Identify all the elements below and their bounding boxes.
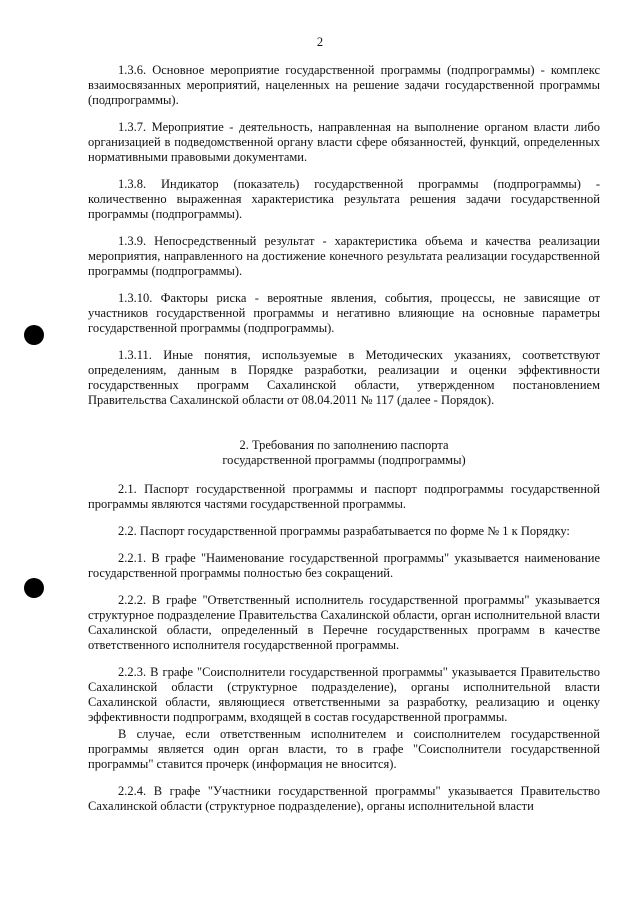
paragraph-2-2-3-note: В случае, если ответственным исполнителем и соисполнителем государственной программы является один орган власти, то в графе "Соисполнители государственной программы" ставится прочерк (информация не вносится). bbox=[88, 727, 600, 771]
paragraph-2-2-4: 2.2.4. В графе "Участники государственной программы" указывается Правительство Сахалинской области (структурное подразделение), органы исполнительной власти bbox=[88, 784, 600, 813]
section-heading-line-1: 2. Требования по заполнению паспорта bbox=[239, 438, 449, 452]
page-number: 2 bbox=[316, 35, 324, 49]
paragraph-2-1: 2.1. Паспорт государственной программы и паспорт подпрограммы государственной программы являются частями государственной программы. bbox=[88, 482, 600, 511]
document-body bbox=[88, 63, 600, 826]
paragraph-1-3-10: 1.3.10. Факторы риска - вероятные явления, события, процессы, не зависящие от участников государственной программы и негативно влияющие на основные параметры государственной программы (подпрограммы). bbox=[88, 291, 600, 335]
paragraph-2-2-1: 2.2.1. В графе "Наименование государственной программы" указывается наименование государственной программы полностью без сокращений. bbox=[88, 551, 600, 580]
paragraph-2-2-3: 2.2.3. В графе "Соисполнители государственной программы" указывается Правительство Сахалинской области (структурное подразделение), органы исполнительной власти Сахалинской области, являющиеся ответственными за разработку, реализацию и оценку эффективности подпрограмм, входящей в состав государственной программы. bbox=[88, 665, 600, 724]
section-heading bbox=[88, 438, 600, 468]
paragraph-1-3-8: 1.3.8. Индикатор (показатель) государственной программы (подпрограммы) - количественно выраженная характеристика результата решения задачи государственной программы (подпрограммы). bbox=[88, 177, 600, 221]
paragraph-1-3-9: 1.3.9. Непосредственный результат - характеристика объема и качества реализации мероприятия, направленного на достижение конечного результата реализации государственной программы (подпрограммы). bbox=[88, 234, 600, 278]
paragraph-1-3-11: 1.3.11. Иные понятия, используемые в Методических указаниях, соответствуют определениям, данным в Порядке разработки, реализации и оценки эффективности государственных программ Сахалинской области, утвержденном постановлением Правительства Сахалинской области от 08.04.2011 № 117 (далее - Порядок). bbox=[88, 348, 600, 407]
paragraph-1-3-7: 1.3.7. Мероприятие - деятельность, направленная на выполнение органом власти либо организацией в подведомственной органу власти сфере обязанностей, функций, определенных нормативными правовыми документами. bbox=[88, 120, 600, 164]
section-heading-line-2: государственной программы (подпрограммы) bbox=[222, 453, 466, 467]
punch-hole-bottom bbox=[24, 578, 44, 598]
paragraph-1-3-6: 1.3.6. Основное мероприятие государственной программы (подпрограммы) - комплекс взаимосвязанных мероприятий, нацеленных на решение задачи государственной программы (подпрограммы). bbox=[88, 63, 600, 107]
paragraph-2-2: 2.2. Паспорт государственной программы разрабатывается по форме № 1 к Порядку: bbox=[118, 524, 570, 538]
punch-hole-top bbox=[24, 325, 44, 345]
paragraph-2-2-2: 2.2.2. В графе "Ответственный исполнитель государственной программы" указывается структурное подразделение Правительства Сахалинской области, орган исполнительной власти Сахалинской области, определенный в Перечне государственных программ в качестве ответственного исполнителя государственной программы. bbox=[88, 593, 600, 652]
